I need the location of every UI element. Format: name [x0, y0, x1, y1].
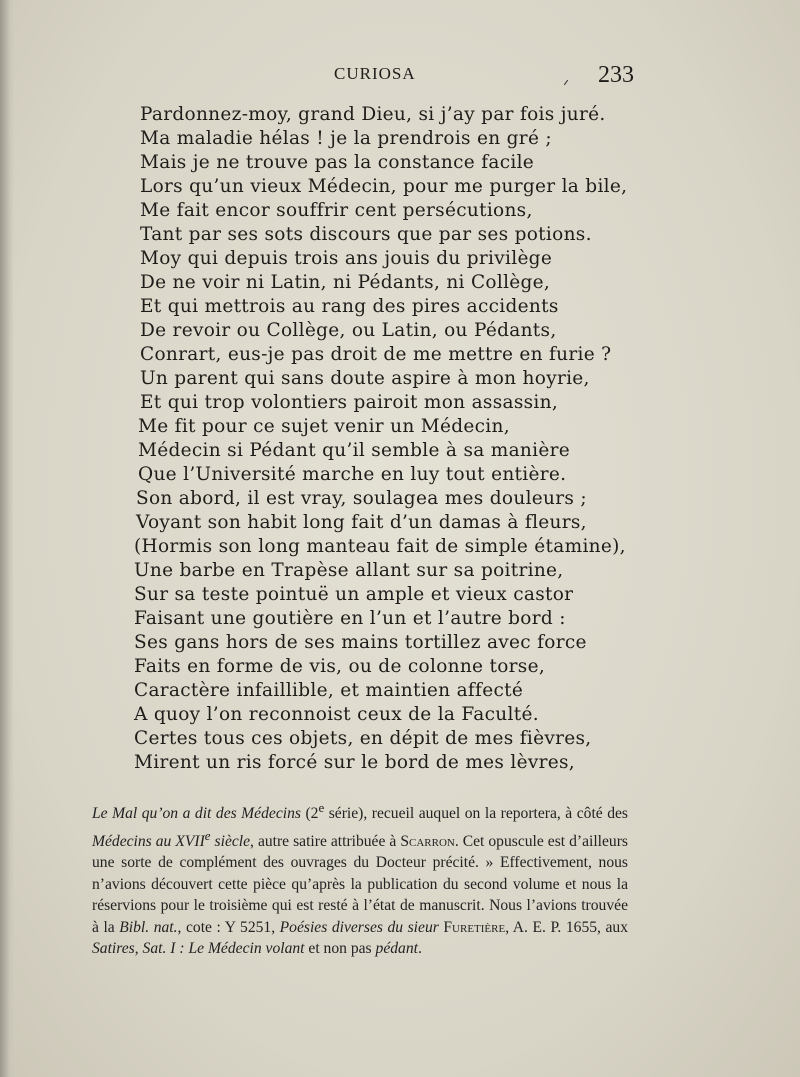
verse-line: Voyant son habit long fait d’un damas à fleurs, [136, 512, 587, 533]
note-title: siècle [210, 832, 251, 850]
verse-line: Lors qu’un vieux Médecin, pour me purger la bile, [140, 176, 628, 197]
note-text: . Cet opuscule est d’ailleurs une sorte de complément des ouvrages du Docteur précité. » Effectivement, nous n’avions découvert cette pièce qu’après la publication du second volume et nous la réservions pour le troisième qui est resté à l’état de manuscrit. Nous l’avions trouvée à la [92, 832, 628, 936]
running-title: CURIOSA [334, 64, 416, 83]
author-name: Furetière [443, 918, 506, 936]
verse-line: Sur sa teste pointuë un ample et vieux castor [134, 584, 574, 605]
note-text: , A. E. P. 1655, aux [505, 918, 628, 936]
verse-line: Caractère infaillible, et maintien affecté [134, 680, 524, 701]
verse-line: De ne voir ni Latin, ni Pédants, ni Collège, [140, 272, 551, 293]
verse-line: Médecin si Pédant qu’il semble à sa manière [138, 440, 570, 461]
verse-line: Mais je ne trouve pas la constance facile [140, 152, 535, 173]
note-superscript: e [204, 827, 211, 843]
verse-line: Faisant une goutière en l’un et l’autre bord : [134, 608, 566, 629]
verse-line: Ma maladie hélas ! je la prendrois en gré ; [140, 128, 552, 149]
verse-line: Une barbe en Trapèse allant sur sa poitrine, [134, 560, 564, 581]
library-name: Bibl. nat. [119, 918, 178, 936]
note-superscript: e [318, 800, 325, 815]
verse-line: Et qui mettrois au rang des pires accidents [140, 296, 559, 317]
note-text: . [417, 940, 422, 958]
verse-line: Un parent qui sans doute aspire à mon hoyrie, [140, 368, 590, 389]
verse-line: De revoir ou Collège, ou Latin, ou Pédants, [140, 320, 557, 341]
verse-line: Son abord, il est vray, soulagea mes douleurs ; [136, 488, 587, 509]
verse-line: Tant par ses sots discours que par ses potions. [140, 224, 592, 245]
verse-line: Faits en forme de vis, ou de colonne torse, [134, 656, 546, 677]
verse-line: Pardonnez-moy, grand Dieu, si j’ay par fois juré. [140, 104, 606, 125]
verse-line: (Hormis son long manteau fait de simple étamine), [134, 536, 626, 557]
verse-line: Mirent un ris forcé sur le bord de mes lèvres, [134, 752, 575, 773]
note-text: , autre satire attribuée à [250, 832, 401, 850]
note-title: Le Mal qu’on a dit des Médecins [92, 805, 301, 823]
verse-line: Et qui trop volontiers pairoit mon assassin, [140, 392, 559, 413]
page-gutter-shadow [0, 0, 14, 1077]
note-title: Sat. I : Le Médecin volant [142, 940, 305, 958]
note-text: , cote : Y 5251, [177, 918, 280, 936]
page-number: 233 [598, 62, 634, 88]
note-title: Médecins au XVII [92, 832, 205, 850]
verse-line: Certes tous ces objets, en dépit de mes fièvres, [134, 728, 592, 749]
verse-line: A quoy l’on reconnoist ceux de la Faculté. [134, 704, 539, 725]
note-text: et non pas [304, 940, 376, 958]
note-emphasis: pédant [375, 940, 418, 958]
verse-line: Conrart, eus-je pas droit de me mettre en furie ? [140, 344, 612, 365]
verse-line: Me fit pour ce sujet venir un Médecin, [138, 416, 510, 437]
page-header [0, 62, 800, 92]
verse-line: Me fait encor souffrir cent persécutions, [140, 200, 533, 221]
author-name: Scarron [400, 832, 455, 850]
note-title: Satires [92, 940, 135, 958]
note-text: , [134, 940, 143, 958]
note-text: (2 [300, 805, 319, 823]
note-title: Poésies diverses du sieur [279, 918, 439, 936]
verse-line: Moy qui depuis trois ans jouis du privilège [140, 248, 553, 269]
footnote [92, 797, 628, 960]
note-text: série), recueil auquel on la reportera, à côté des [324, 805, 628, 823]
verse-line: Ses gans hors de ses mains tortillez avec force [134, 632, 587, 653]
verse-line: Que l’Université marche en luy tout entière. [138, 464, 567, 485]
